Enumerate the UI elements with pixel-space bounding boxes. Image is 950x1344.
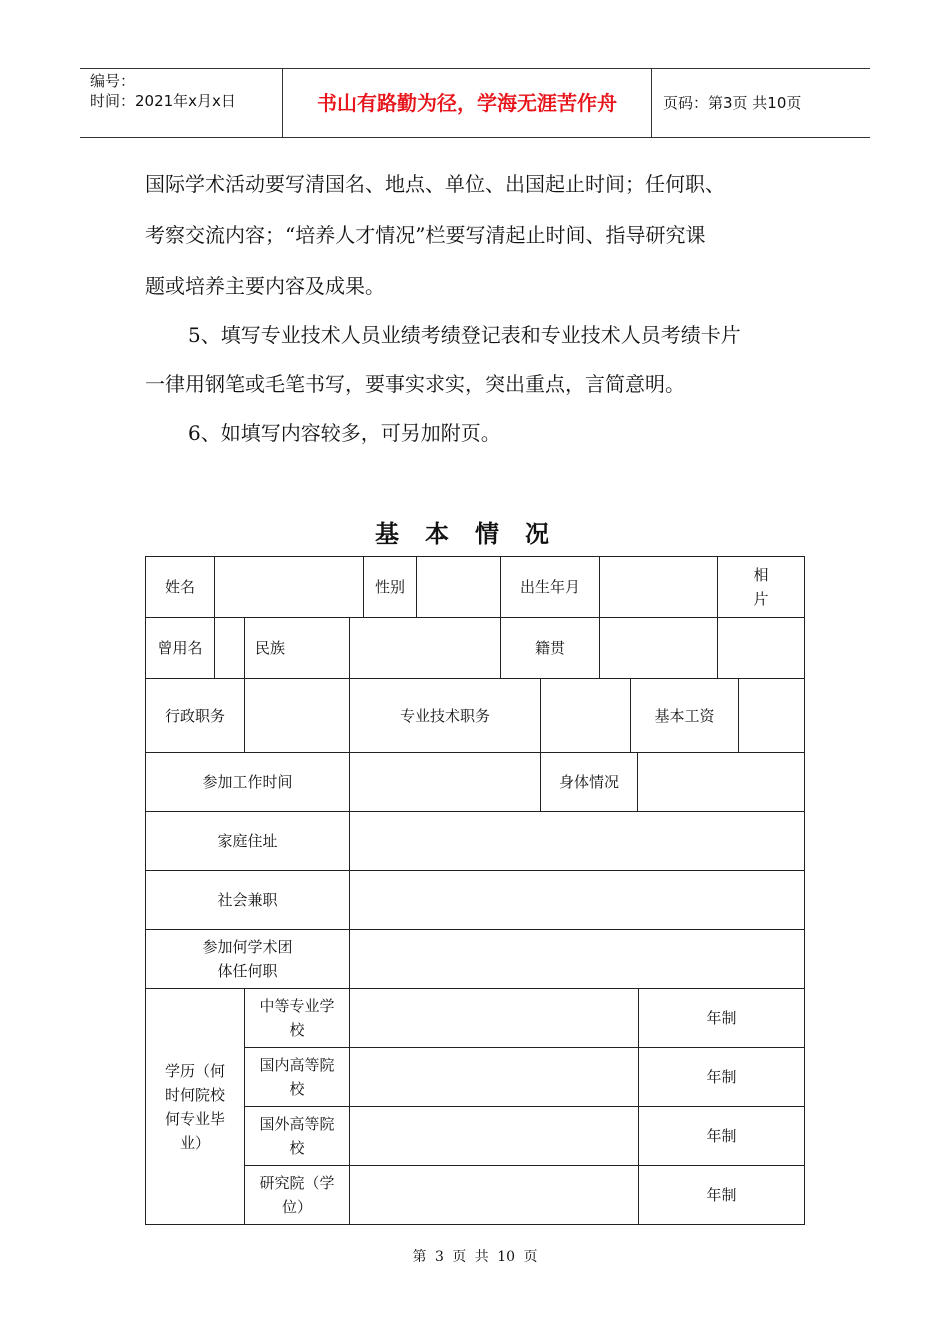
cell-former-name-label: 曾用名 xyxy=(145,617,215,679)
time-label: 时间：2021年x月x日 xyxy=(90,92,236,110)
cell-ethnicity-value[interactable] xyxy=(349,617,501,679)
number-label: 编号： xyxy=(90,72,136,90)
paragraph-line-3: 题或培养主要内容及成果。 xyxy=(145,274,385,298)
cell-former-name-value[interactable] xyxy=(214,617,245,679)
cell-home-address-value[interactable] xyxy=(349,811,805,871)
cell-birth-label: 出生年月 xyxy=(500,556,600,618)
header-motto: 书山有路勤为径，学海无涯苦作舟 xyxy=(283,69,652,137)
cell-health-label: 身体情况 xyxy=(540,752,638,812)
cell-home-address-label: 家庭住址 xyxy=(145,811,350,871)
cell-tech-post-value[interactable] xyxy=(540,678,631,753)
cell-social-post-label: 社会兼职 xyxy=(145,870,350,930)
cell-edu-domestic-label: 国内高等院校 xyxy=(244,1047,350,1107)
cell-name-value[interactable] xyxy=(214,556,364,618)
cell-edu-domestic-years: 年制 xyxy=(638,1047,805,1107)
cell-admin-post-label: 行政职务 xyxy=(145,678,245,753)
paragraph-line-5: 一律用钢笔或毛笔书写，要事实求实，突出重点，言简意明。 xyxy=(145,372,685,396)
cell-basic-salary-value[interactable] xyxy=(738,678,805,753)
cell-health-value[interactable] xyxy=(637,752,805,812)
cell-basic-salary-label: 基本工资 xyxy=(630,678,739,753)
cell-edu-secondary-years: 年制 xyxy=(638,988,805,1048)
cell-native-place-value[interactable] xyxy=(599,617,718,679)
cell-academic-group-value[interactable] xyxy=(349,929,805,989)
cell-gender-label: 性别 xyxy=(363,556,417,618)
cell-social-post-value[interactable] xyxy=(349,870,805,930)
paragraph-line-4: 5、填写专业技术人员业绩考绩登记表和专业技术人员考绩卡片 xyxy=(188,323,741,347)
cell-edu-graduate-years: 年制 xyxy=(638,1165,805,1225)
cell-education-label: 学历（何时何院校何专业毕业） xyxy=(145,988,245,1225)
cell-edu-foreign-value[interactable] xyxy=(349,1106,639,1166)
section-title: 基本情况 xyxy=(375,519,575,548)
cell-name-label: 姓名 xyxy=(145,556,215,618)
header-page-info: 页码：第3页 共10页 xyxy=(663,94,802,112)
cell-work-start-label: 参加工作时间 xyxy=(145,752,350,812)
page-footer: 第 3 页 共 10 页 xyxy=(412,1249,538,1265)
cell-photo-area[interactable] xyxy=(717,617,805,679)
cell-edu-secondary-value[interactable] xyxy=(349,988,639,1048)
cell-edu-secondary-label: 中等专业学校 xyxy=(244,988,350,1048)
cell-work-start-value[interactable] xyxy=(349,752,541,812)
cell-ethnicity-label: 民族 xyxy=(244,617,350,679)
cell-edu-domestic-value[interactable] xyxy=(349,1047,639,1107)
paragraph-line-1: 国际学术活动要写清国名、地点、单位、出国起止时间；任何职、 xyxy=(145,172,725,196)
cell-academic-group-label: 参加何学术团体任何职 xyxy=(145,929,350,989)
cell-photo-label: 相片 xyxy=(717,556,805,618)
cell-edu-graduate-value[interactable] xyxy=(349,1165,639,1225)
cell-edu-foreign-label: 国外高等院校 xyxy=(244,1106,350,1166)
cell-edu-foreign-years: 年制 xyxy=(638,1106,805,1166)
cell-edu-graduate-label: 研究院（学位） xyxy=(244,1165,350,1225)
cell-gender-value[interactable] xyxy=(416,556,501,618)
cell-birth-value[interactable] xyxy=(599,556,718,618)
cell-tech-post-label: 专业技术职务 xyxy=(349,678,541,753)
paragraph-line-6: 6、如填写内容较多，可另加附页。 xyxy=(188,421,501,445)
cell-native-place-label: 籍贯 xyxy=(500,617,600,679)
cell-admin-post-value[interactable] xyxy=(244,678,350,753)
paragraph-line-2: 考察交流内容；“培养人才情况”栏要写清起止时间、指导研究课 xyxy=(145,223,706,247)
